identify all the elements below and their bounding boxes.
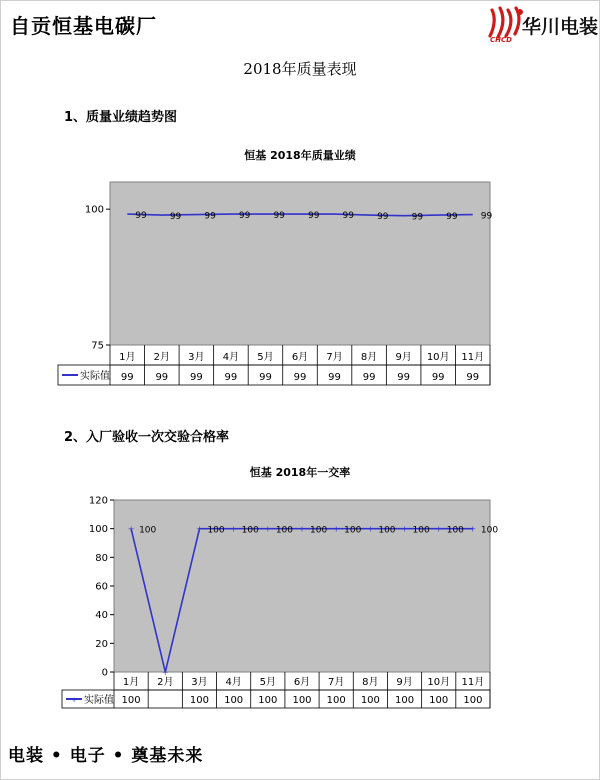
series-point-marker: + [435,524,443,534]
x-category-label: 4月 [222,352,240,363]
logo-text: 华川电装 [522,16,599,38]
data-label: 100 [310,525,328,536]
plot-area [110,182,490,345]
data-label: 99 [411,212,424,223]
x-category-label: 2月 [153,352,171,363]
x-category-label: 11月 [461,352,485,363]
data-label: 99 [308,211,320,222]
data-table-cell: 99 [189,372,203,383]
y-tick-label: 20 [95,638,108,650]
x-category-label: 9月 [396,677,413,688]
x-category-label: 7月 [327,677,345,688]
section-title-first-pass-rate: 2、入厂验收一次交验合格率 [64,430,230,445]
x-category-label: 1月 [119,352,136,363]
data-table-cell: 100 [258,695,278,706]
series-point-marker: + [264,524,272,534]
series-point-marker: + [332,524,340,534]
y-tick-label: 120 [88,495,108,507]
data-table-cell: 100 [121,695,141,706]
x-category-label: 7月 [326,352,343,363]
y-tick-label: 100 [88,524,108,536]
data-table-cell: 100 [360,695,380,706]
data-table-cell: 100 [292,695,312,706]
x-category-label: 9月 [395,352,412,363]
x-category-label: 10月 [426,352,450,363]
y-tick-label: 40 [95,610,108,622]
data-table-cell: 100 [394,695,415,706]
data-table-cell: 99 [466,372,480,383]
first-pass-rate-chart [0,488,600,720]
data-table-cell: 100 [189,695,210,706]
x-category-label: 6月 [291,352,309,363]
series-point-marker: + [196,524,203,534]
footer-slogan: 电装 • 电子 • 奠基未来 [8,746,204,766]
logo-mark-icon [486,6,526,40]
legend-series-name: 实际值 [84,695,114,706]
chart-title-quality: 恒基 2018年质量业绩 [244,149,356,162]
data-label: 99 [135,211,147,222]
data-label: 99 [238,211,251,222]
data-table-cell: 99 [120,372,134,383]
x-category-label: 5月 [259,677,277,688]
data-table-cell: 100 [224,695,244,706]
x-category-label: 8月 [362,677,379,688]
data-label: 100 [480,525,499,536]
series-point-marker: + [298,524,306,534]
data-label: 100 [344,525,362,536]
document-title: 2018年质量表现 [243,60,357,78]
data-label: 100 [412,525,430,536]
data-table-cell: 99 [362,372,376,383]
data-label: 99 [446,212,458,223]
data-table-cell: 99 [293,372,307,383]
y-tick-label: 60 [95,581,108,593]
data-table-cell: 99 [397,372,411,383]
data-label: 100 [241,525,259,536]
y-tick-label: 100 [84,204,104,216]
series-point-marker: + [367,524,374,534]
quality-performance-chart [0,170,600,395]
section-title-quality-trend: 1、质量业绩趋势图 [64,110,178,125]
data-label: 99 [377,212,389,223]
x-category-label: 10月 [427,677,451,688]
x-category-label: 3月 [188,352,205,363]
data-label: 99 [480,211,493,222]
data-table-cell: 99 [328,372,341,383]
data-label: 99 [273,211,285,222]
data-label: 100 [446,525,464,536]
data-table-cell: 99 [224,372,238,383]
chart-title-first-pass: 恒基 2018年一交率 [249,466,351,479]
data-table-cell: 100 [463,695,483,706]
x-category-label: 1月 [122,677,140,688]
data-table-cell: 100 [429,695,449,706]
data-label: 99 [342,211,354,222]
data-label: 100 [378,525,396,536]
y-tick-label: 80 [95,552,108,564]
data-table-cell: 99 [155,372,169,383]
data-label: 100 [207,525,225,536]
company-name: 自贡恒基电碳厂 [10,14,157,38]
y-tick-label: 0 [101,667,108,679]
y-tick-label: 75 [91,340,104,352]
legend-series-name: 实际值 [80,371,110,382]
legend-point-marker: + [71,696,77,704]
series-point-marker: + [127,524,135,534]
x-category-label: 3月 [191,677,208,688]
x-category-label: 2月 [157,677,174,688]
data-label: 100 [139,525,157,536]
series-point-marker: + [230,524,237,534]
series-point-marker: + [469,524,477,534]
data-label: 100 [275,525,294,536]
data-table-cell: 99 [431,372,445,383]
series-point-marker: + [401,524,408,534]
data-table-cell: 100 [326,695,346,706]
x-category-label: 11月 [461,677,485,688]
data-label: 99 [169,212,182,223]
brand-logo [484,6,599,50]
data-table-cell: 99 [259,372,272,383]
logo-subtext: CHCD [490,36,512,44]
x-category-label: 5月 [257,352,274,363]
x-category-label: 6月 [293,677,311,688]
x-category-label: 4月 [225,677,242,688]
series-point-marker: + [161,668,169,677]
data-label: 99 [204,211,216,222]
x-category-label: 8月 [360,352,378,363]
